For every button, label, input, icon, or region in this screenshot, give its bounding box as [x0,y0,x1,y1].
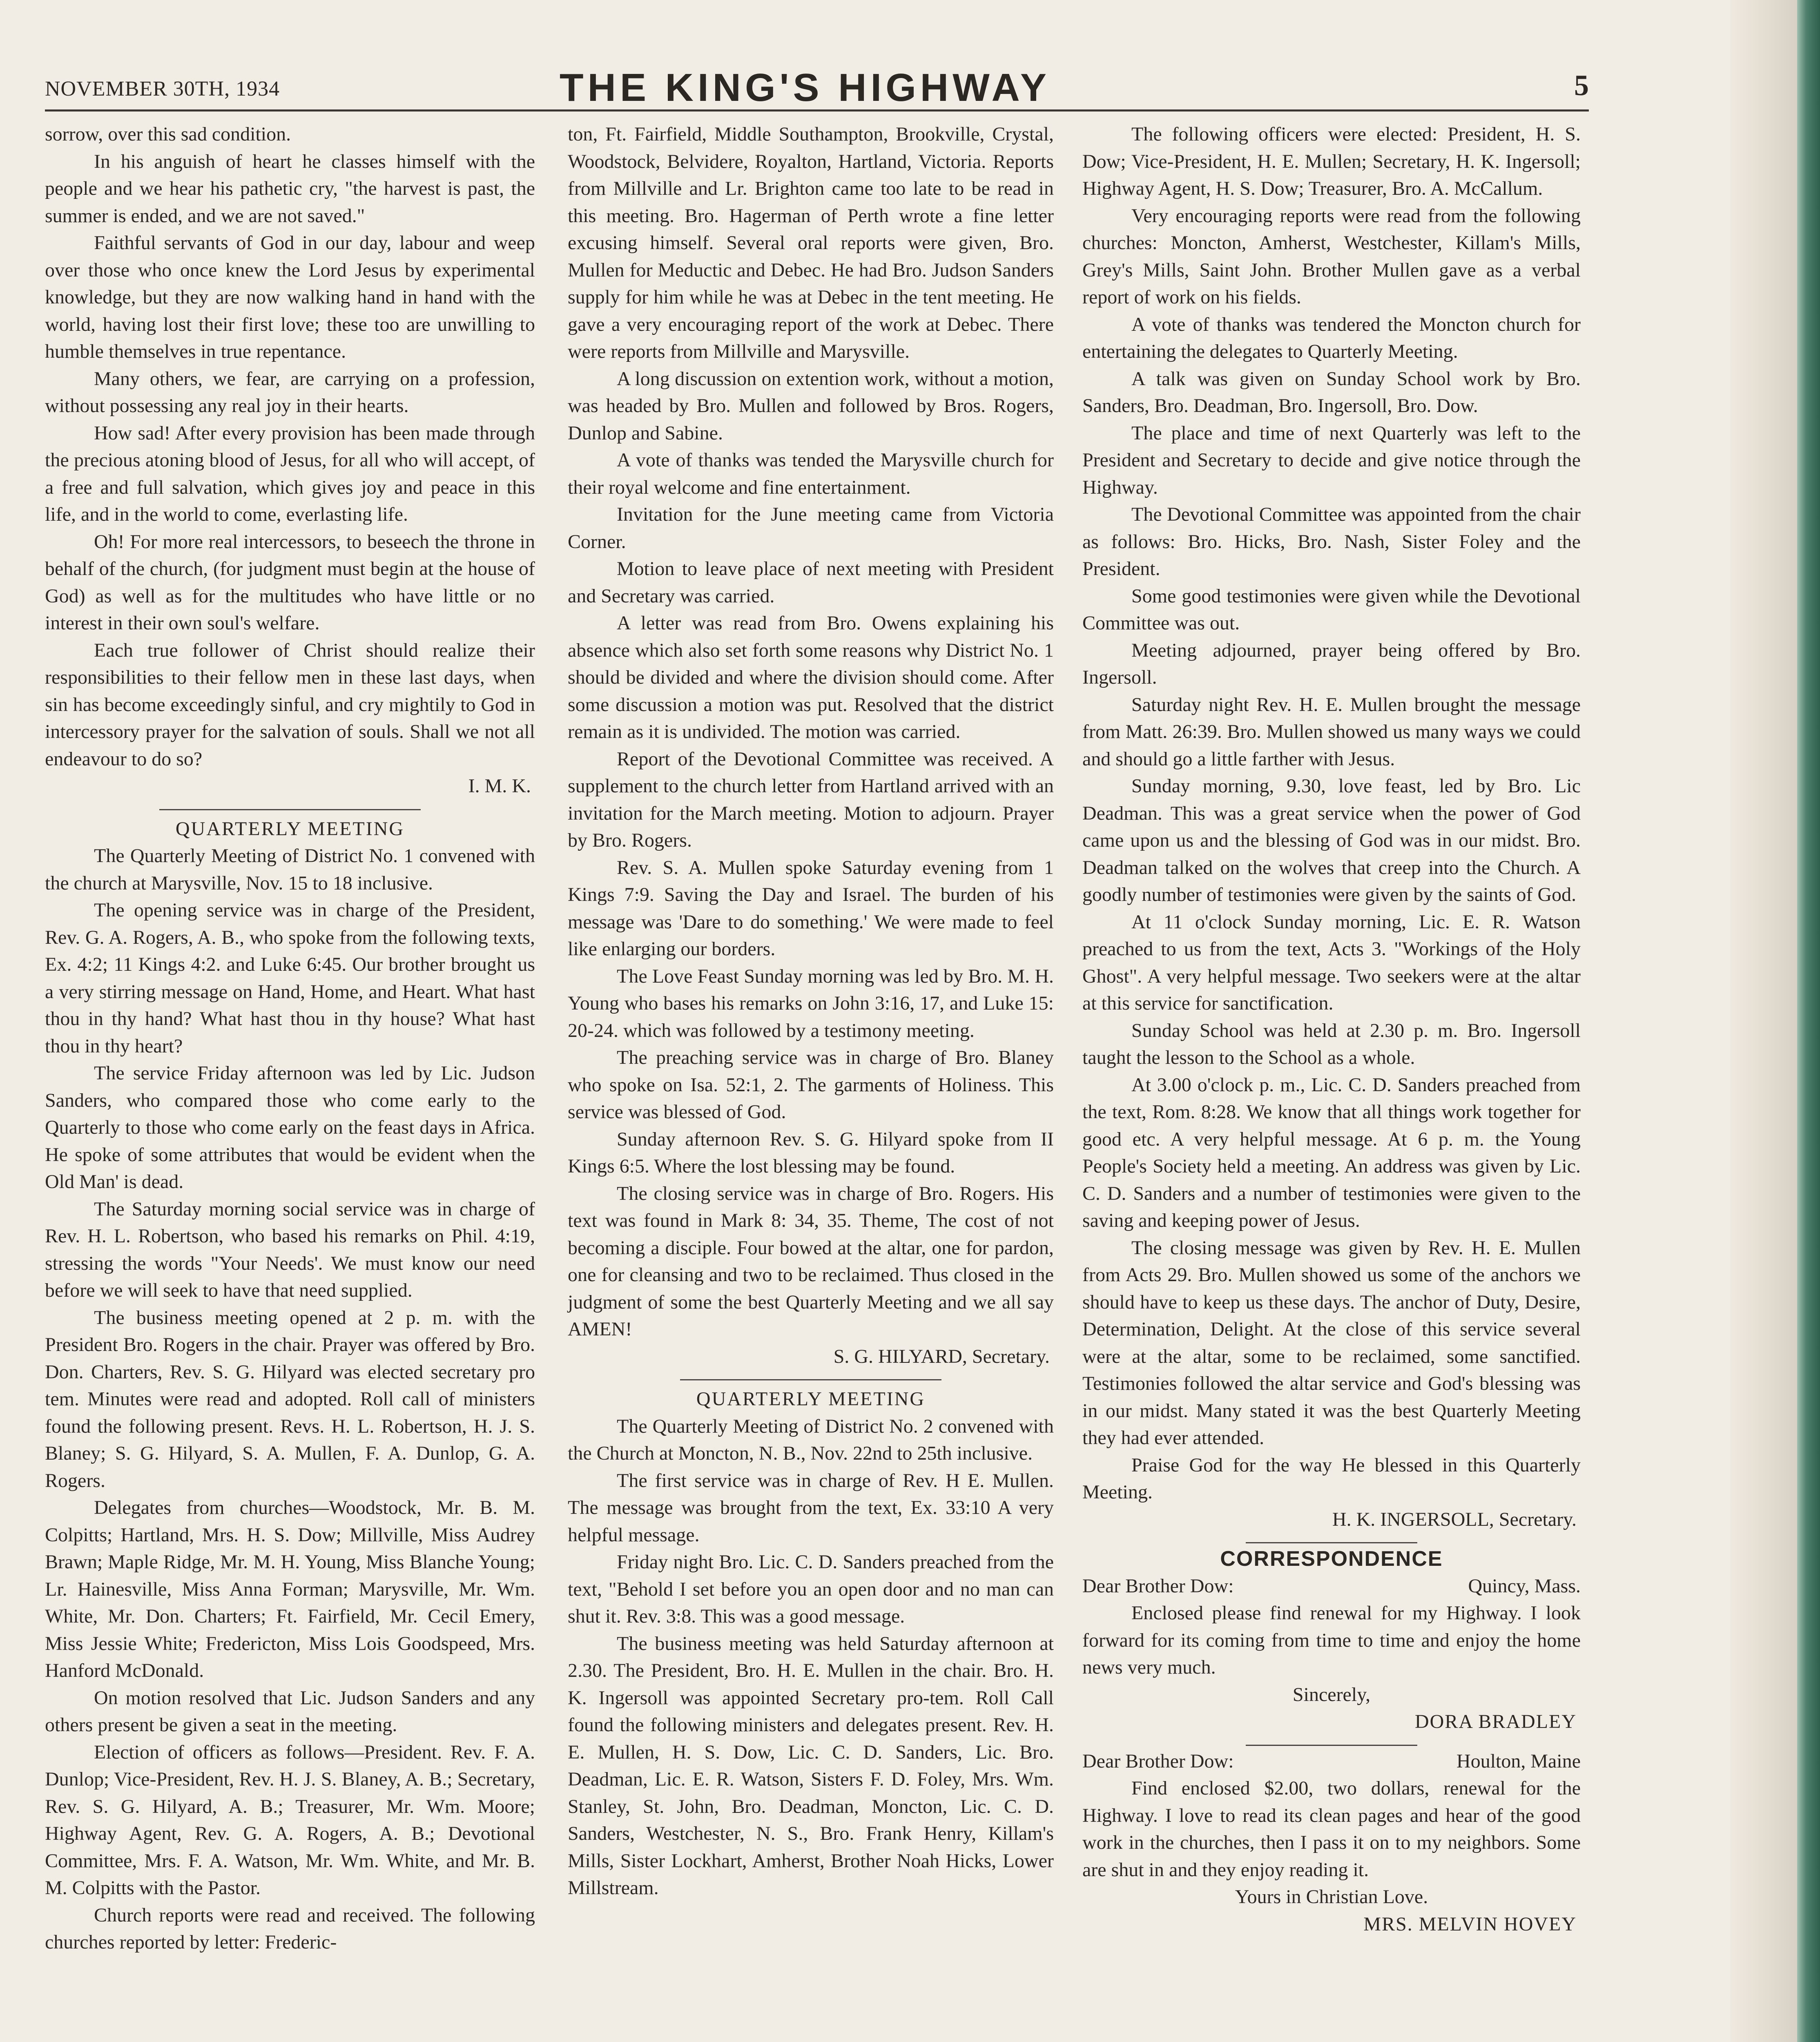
paragraph: Church reports were read and received. The following churches reported by letter: Frederic- [45,1904,535,1953]
paragraph: Saturday night Rev. H. E. Mullen brought the message from Matt. 26:39. Bro. Mullen showed us many ways we could and should go a little farther with Jesus. [1082,693,1581,770]
paragraph: Sunday School was held at 2.30 p. m. Bro. Ingersoll taught the lesson to the School as a whole. [1082,1019,1581,1068]
paragraph: Rev. S. A. Mullen spoke Saturday evening from 1 Kings 7:9. Saving the Day and Israel. The burden of his message was 'Dare to do something.' We were made to feel like enlarging our borders. [568,856,1054,960]
paragraph: ton, Ft. Fairfield, Middle Southampton, Brookville, Crystal, Woodstock, Belvidere, Royalton, Hartland, Victoria. Reports from Millville and Lr. Brighton came too late to be read in this meeting. Bro. Hagerman of Perth wrote a fine letter excusing himself. Several oral reports were given, Bro. Mullen for Meductic and Debec. He had Bro. Judson Sanders supply for him while he was at Debec in the tent meeting. He gave a very encouraging report of the work at Debec. There were reports from Millville and Marysville. [568,123,1054,362]
paragraph: The business meeting opened at 2 p. m. with the President Bro. Rogers in the chair. Prayer was offered by Bro. Don. Charters, Rev. S. G. Hilyard was elected secretary pro tem. Minutes were read and adopted. Roll call of ministers found the following present. Revs. H. L. Robertson, H. J. S. Blaney; S. G. Hilyard, S. A. Mullen, F. A. Dunlop, G. A. Rogers. [45,1306,535,1491]
paragraph: Some good testimonies were given while the Devotional Committee was out. [1082,585,1581,634]
paragraph: In his anguish of heart he classes himself with the people and we hear his pathetic cry, "the harvest is past, the summer is ended, and we are not saved." [45,150,535,227]
paragraph: The closing message was given by Rev. H. E. Mullen from Acts 29. Bro. Mullen showed us some of the anchors we should have to keep us these days. The anchor of Duty, Desire, Determination, Delight. At the close of this service several were at the altar, some to be reclaimed, some sanctified. Testimonies followed the altar service and God's blessing was in our midst. Many stated it was the best Quarterly Meeting they had ever attended. [1082,1237,1581,1449]
paragraph: Sunday morning, 9.30, love feast, led by Bro. Lic Deadman. This was a great service when the power of God came upon us and the blessing of God was in our midst. Bro. Deadman talked on the wolves that creep into the Church. A goodly number of testimonies were given by the saints of God. [1082,775,1581,905]
paragraph: A vote of thanks was tended the Marysville church for their royal welcome and fine entertainment. [568,449,1054,498]
paragraph: The business meeting was held Saturday afternoon at 2.30. The President, Bro. H. E. Mullen in the chair. Bro. H. K. Ingersoll was appointed Secretary pro-tem. Roll Call found the following ministers and delegates present. Rev. H. E. Mullen, H. S. Dow, Lic. C. D. Sanders, Lic. Bro. Deadman, Lic. E. R. Watson, Sisters F. D. Foley, Mrs. Wm. Stanley, St. John, Bro. Deadman, Moncton, Lic. C. D. Sanders, Westchester, N. S., Bro. Frank Henry, Killam's Mills, Sister Lockhart, Amherst, Brother Noah Hicks, Lower Millstream. [568,1632,1054,1899]
paragraph: The preaching service was in charge of Bro. Blaney who spoke on Isa. 52:1, 2. The garments of Holiness. This service was blessed of God. [568,1047,1054,1123]
paragraph: The Love Feast Sunday morning was led by Bro. M. H. Young who bases his remarks on John 3:16, 17, and Luke 15: 20-24. which was followed by a testimony meeting. [568,965,1054,1041]
letter-body: Find enclosed $2.00, two dollars, renewal for the Highway. I love to read its clean pages and hear of the good work in the churches, then I pass it on to my neighbors. Some are shut in and they enjoy reading it. [1082,1777,1581,1881]
paragraph: At 3.00 o'clock p. m., Lic. C. D. Sanders preached from the text, Rom. 8:28. We know that all things work together for good etc. A very helpful message. At 6 p. m. the Young People's Society held a meeting. An address was given by Lic. C. D. Sanders and a number of testimonies were given to the saving and keeping power of Jesus. [1082,1074,1581,1231]
paragraph: The place and time of next Quarterly was left to the President and Secretary to decide and give notice through the Highway. [1082,422,1581,498]
paragraph: Invitation for the June meeting came from Victoria Corner. [568,504,1054,553]
letter-body: Enclosed please find renewal for my Highway. I look forward for its coming from time to time and enjoy the home news very much. [1082,1602,1581,1678]
paragraph: The Quarterly Meeting of District No. 2 convened with the Church at Moncton, N. B., Nov. 22nd to 25th inclusive. [568,1415,1054,1464]
header-rule [45,109,1589,111]
letter-header [1082,1573,1581,1600]
paragraph: Many others, we fear, are carrying on a profession, without possessing any real joy in their hearts. [45,368,535,417]
letter-salutation: Dear Brother Dow: [1082,1750,1234,1772]
issue-date: NOVEMBER 30TH, 1934 [45,77,280,100]
letter-divider [1082,1736,1581,1748]
paragraph: The following officers were elected: President, H. S. Dow; Vice-President, H. E. Mullen; Secretary, H. K. Ingersoll; Highway Agent, H. S. Dow; Treasurer, Bro. A. McCallum. [1082,123,1581,199]
paragraph: The service Friday afternoon was led by Lic. Judson Sanders, who compared those who come early to the Quarterly to those who come early on the feast days in Africa. He spoke of some attributes that would be evident when the Old Man' is dead. [45,1062,535,1193]
letter-place: Houlton, Maine [1456,1750,1581,1772]
paragraph: Report of the Devotional Committee was received. A supplement to the church letter from Hartland arrived with an invitation for the March meeting. Motion to adjourn. Prayer by Bro. Rogers. [568,748,1054,851]
paragraph: Very encouraging reports were read from the following churches: Moncton, Amherst, Westchester, Killam's Mills, Grey's Mills, Saint John. Brother Mullen gave as a verbal report of work on his fields. [1082,205,1581,308]
letter-signature: DORA BRADLEY [1414,1711,1577,1732]
secretary-signature: S. G. HILYARD, Secretary. [833,1345,1050,1367]
correspondence-heading: CORRESPONDENCE [1220,1547,1443,1571]
paragraph: At 11 o'clock Sunday morning, Lic. E. R. Watson preached to us from the text, Acts 3. "Workings of the Holy Ghost". A very helpful message. Two seekers were at the altar at this service for sanctification. [1082,911,1581,1014]
book-binding-edge [1797,0,1820,2042]
section-divider [568,1370,1054,1382]
section-heading: QUARTERLY MEETING [696,1388,926,1410]
paragraph: How sad! After every provision has been made through the precious atoning blood of Jesus, for all who will accept, of a free and full salvation, which gives joy and peace in this life, and in the world to come, everlasting life. [45,422,535,525]
paragraph: Praise God for the way He blessed in this Quarterly Meeting. [1082,1454,1581,1503]
paragraph: Meeting adjourned, prayer being offered by Bro. Ingersoll. [1082,639,1581,688]
paragraph: A long discussion on extention work, without a motion, was headed by Bro. Mullen and followed by Bros. Rogers, Dunlop and Sabine. [568,368,1054,444]
paragraph: The Devotional Committee was appointed from the chair as follows: Bro. Hicks, Bro. Nash, Sister Foley and the President. [1082,504,1581,580]
author-initials: I. M. K. [468,775,531,797]
paragraph: A talk was given on Sunday School work by Bro. Sanders, Bro. Deadman, Bro. Ingersoll, Bro. Dow. [1082,368,1581,417]
section-divider [1082,1533,1581,1545]
paragraph: Each true follower of Christ should realize their responsibilities to their fellow men in these last days, when sin has become exceedingly sinful, and cry mightily to God in intercessory prayer for the salvation of souls. Shall we not all endeavour to do so? [45,639,535,770]
column-1 [45,121,535,1956]
paragraph: Delegates from churches—Woodstock, Mr. B. M. Colpitts; Hartland, Mrs. H. S. Dow; Millville, Miss Audrey Brawn; Maple Ridge, Mr. M. H. Young, Miss Blanche Young; Lr. Hainesville, Miss Anna Forman; Marysville, Mr. Wm. White, Mr. Don. Charters; Ft. Fairfield, Mr. Cecil Emery, Miss Jessie White; Fredericton, Miss Lois Goodspeed, Mrs. Hanford McDonald. [45,1497,535,1681]
section-heading: QUARTERLY MEETING [175,818,405,840]
letter-closing: Sincerely, [1292,1683,1371,1705]
paragraph: Friday night Bro. Lic. C. D. Sanders preached from the text, "Behold I set before you an open door and no man can shut it. Rev. 3:8. This was a good message. [568,1551,1054,1627]
paragraph: The Quarterly Meeting of District No. 1 convened with the church at Marysville, Nov. 15 to 18 inclusive. [45,845,535,894]
paragraph: Faithful servants of God in our day, labour and weep over those who once knew the Lord Jesus by experimental knowledge, but they are now walking hand in hand with the world, having lost their first love; these too are unwilling to humble themselves in true repentance. [45,232,535,362]
letter-closing: Yours in Christian Love. [1235,1886,1428,1908]
publication-title: THE KING'S HIGHWAY [560,66,1051,109]
paragraph: The first service was in charge of Rev. H E. Mullen. The message was brought from the text, Ex. 33:10 A very helpful message. [568,1469,1054,1546]
paragraph: Sunday afternoon Rev. S. G. Hilyard spoke from II Kings 6:5. Where the lost blessing may be found. [568,1128,1054,1177]
paragraph: The opening service was in charge of the President, Rev. G. A. Rogers, A. B., who spoke from the following texts, Ex. 4:2; 11 Kings 4:2. and Luke 6:45. Our brother brought us a very stirring message on Hand, Home, and Heart. What hast thou in thy hand? What hast thou in thy house? What hast thou in thy heart? [45,899,535,1057]
secretary-signature: H. K. INGERSOLL, Secretary. [1332,1508,1577,1530]
paragraph: Motion to leave place of next meeting with President and Secretary was carried. [568,558,1054,607]
paragraph: The closing service was in charge of Bro. Rogers. His text was found in Mark 8: 34, 35. Theme, The cost of not becoming a disciple. Four bowed at the altar, one for pardon, one for cleansing and two to be reclaimed. Thus closed in the judgment of some the best Quarterly Meeting and we all say AMEN! [568,1182,1054,1340]
paragraph: Election of officers as follows—President. Rev. F. A. Dunlop; Vice-President, Rev. H. J. S. Blaney, A. B.; Secretary, Rev. S. G. Hilyard, A. B.; Treasurer, Mr. Wm. Moore; Highway Agent, Rev. G. A. Rogers, A. B.; Devotional Committee, Mrs. F. A. Watson, Mr. Wm. White, and Mr. B. M. Colpitts with the Pastor. [45,1741,535,1899]
paragraph: Oh! For more real intercessors, to beseech the throne in behalf of the church, (for judgment must begin at the house of God) as well as for the multitudes who have little or no interest in their own soul's welfare. [45,531,535,634]
paragraph: The Saturday morning social service was in charge of Rev. H. L. Robertson, who based his remarks on Phil. 4:19, stressing the words "Your Needs'. We must know our need before we will seek to have that need supplied. [45,1198,535,1301]
page-number: 5 [1574,69,1589,102]
column-2 [568,121,1054,1902]
page-header [45,65,1589,114]
letter-header [1082,1748,1581,1775]
paragraph: A letter was read from Bro. Owens explaining his absence which also set forth some reasons why District No. 1 should be divided and where the division should come. After some discussion a motion was put. Resolved that the district remain as it is undivided. The motion was carried. [568,612,1054,742]
letter-place: Quincy, Mass. [1468,1575,1581,1597]
paragraph: A vote of thanks was tendered the Moncton church for entertaining the delegates to Quarterly Meeting. [1082,313,1581,362]
letter-signature: MRS. MELVIN HOVEY [1363,1913,1577,1935]
column-3 [1082,121,1581,1938]
paragraph: On motion resolved that Lic. Judson Sanders and any others present be given a seat in the meeting. [45,1687,535,1736]
letter-salutation: Dear Brother Dow: [1082,1575,1234,1597]
section-divider [45,800,535,812]
paragraph: sorrow, over this sad condition. [45,123,291,145]
page-edge-shadow [1730,0,1797,2042]
